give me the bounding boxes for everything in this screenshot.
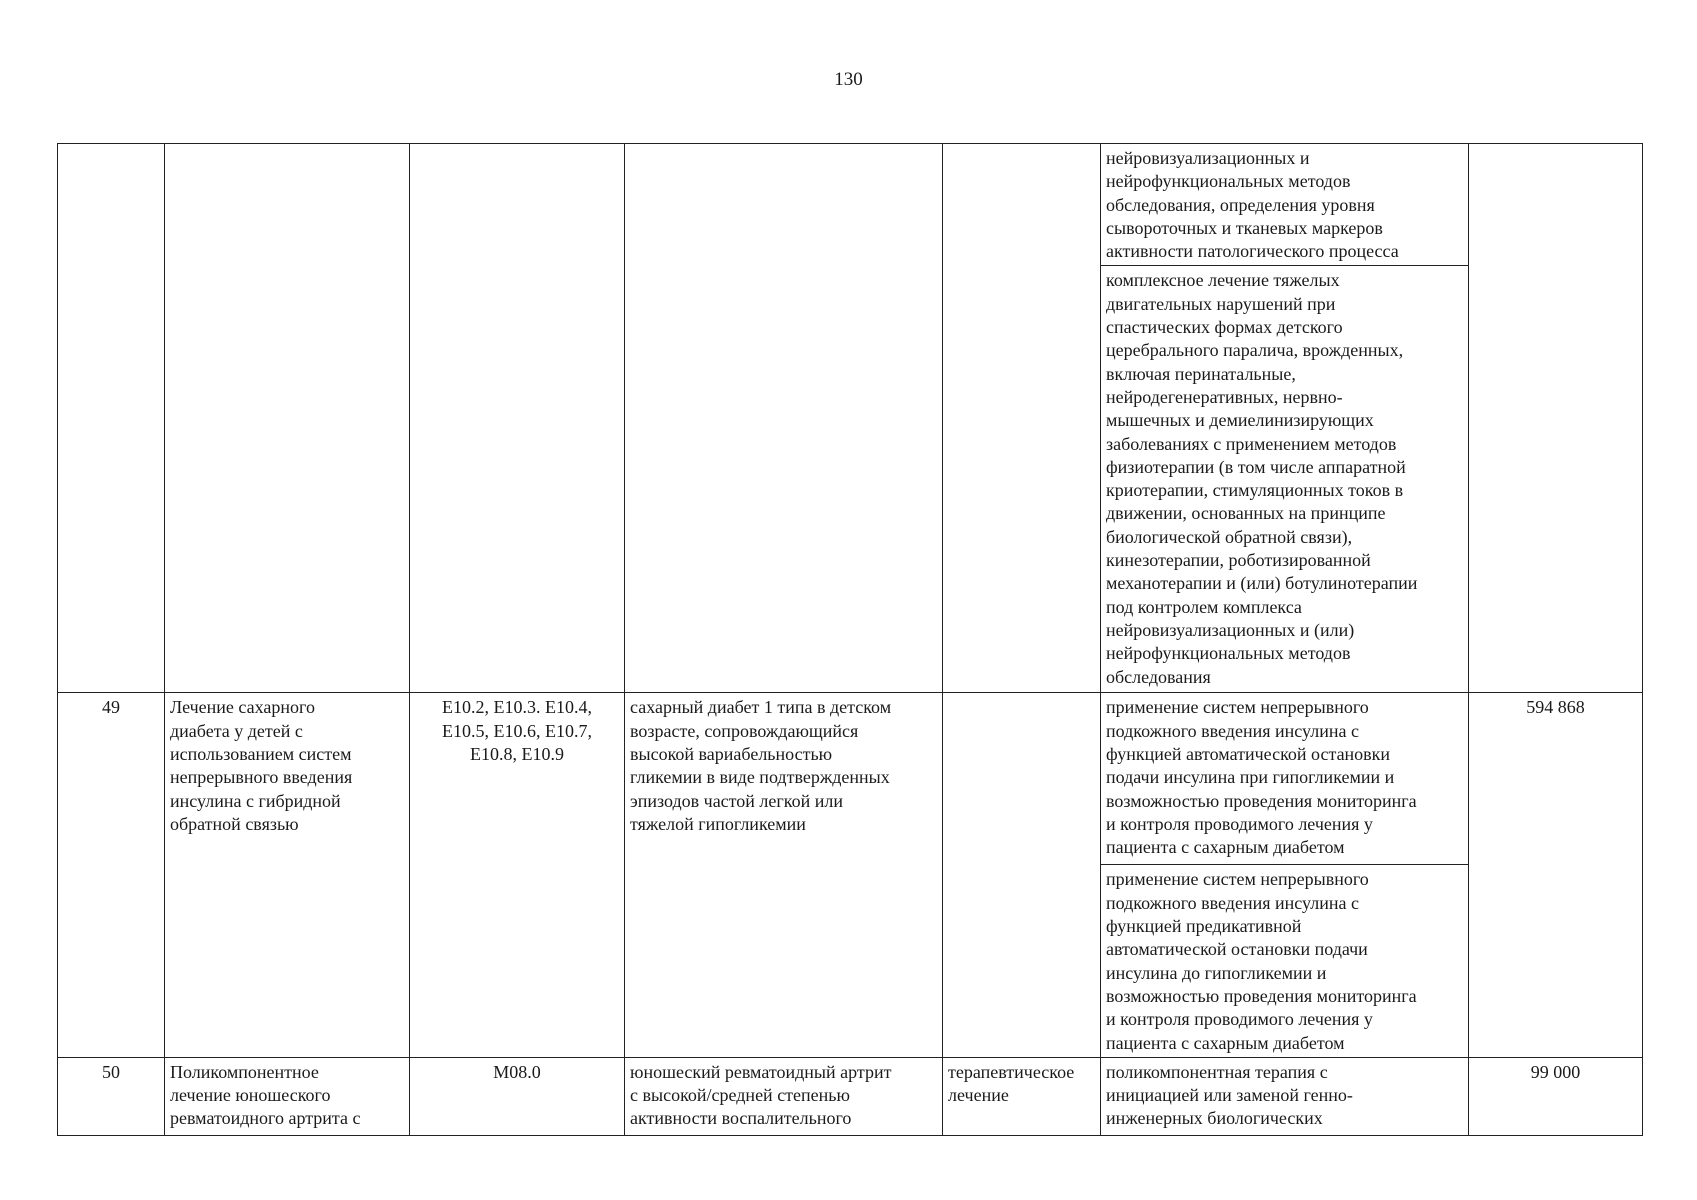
patient-model-cell: юношеский ревматоидный артрит с высокой/средней степенью активности воспалительного bbox=[625, 1057, 943, 1135]
row-number-cell bbox=[58, 144, 165, 693]
cost-cell: 594 868 bbox=[1469, 693, 1643, 1057]
cost-cell: 99 000 bbox=[1469, 1057, 1643, 1135]
care-type-cell bbox=[165, 144, 410, 693]
row-number-cell: 50 bbox=[58, 1057, 165, 1135]
services-table bbox=[57, 143, 1643, 1136]
icd-codes-cell: E10.2, E10.3. E10.4, E10.5, E10.6, E10.7, E10.8, E10.9 bbox=[410, 693, 625, 1057]
treatment-type-cell: терапевтическое лечение bbox=[943, 1057, 1101, 1135]
icd-codes-cell bbox=[410, 144, 625, 693]
treatment-method-cell: применение систем непрерывного подкожного введения инсулина с функцией автоматической остановки подачи инсулина при гипогликемии и возможностью проведения мониторинга и контроля проводимого лечения у пациента с сахарным диабетом bbox=[1101, 693, 1469, 865]
treatment-type-cell bbox=[943, 693, 1101, 1057]
cost-cell bbox=[1469, 144, 1643, 693]
treatment-type-cell bbox=[943, 144, 1101, 693]
table-row bbox=[58, 1057, 1643, 1135]
treatment-method-cell: применение систем непрерывного подкожного введения инсулина с функцией предикативной автоматической остановки подачи инсулина до гипогликемии и возможностью проведения мониторинга и контроля проводимого лечения у пациента с сахарным диабетом bbox=[1101, 865, 1469, 1057]
icd-codes-cell: M08.0 bbox=[410, 1057, 625, 1135]
page-number: 130 bbox=[834, 69, 863, 90]
treatment-method-cell: нейровизуализационных и нейрофункциональных методов обследования, определения уровня сывороточных и тканевых маркеров активности патологического процесса bbox=[1101, 144, 1469, 266]
row-number-cell: 49 bbox=[58, 693, 165, 1057]
table-row bbox=[58, 144, 1643, 266]
table-row bbox=[58, 693, 1643, 865]
care-type-cell: Лечение сахарного диабета у детей с использованием систем непрерывного введения инсулина с гибридной обратной связью bbox=[165, 693, 410, 1057]
treatment-method-cell: поликомпонентная терапия с инициацией или заменой генно- инженерных биологических bbox=[1101, 1057, 1469, 1135]
care-type-cell: Поликомпонентное лечение юношеского ревматоидного артрита с bbox=[165, 1057, 410, 1135]
patient-model-cell: сахарный диабет 1 типа в детском возрасте, сопровождающийся высокой вариабельностью гликемии в виде подтвержденных эпизодов частой легкой или тяжелой гипогликемии bbox=[625, 693, 943, 1057]
patient-model-cell bbox=[625, 144, 943, 693]
treatment-method-cell: комплексное лечение тяжелых двигательных нарушений при спастических формах детского церебрального паралича, врожденных, включая перинатальные, нейродегенеративных, нервно- мышечных и демиелинизирующих заболеваниях с применением методов физиотерапии (в том числе аппаратной криотерапии, стимуляционных токов в движении, основанных на принципе биологической обратной связи), кинезотерапии, роботизированной механотерапии и (или) ботулинотерапии под контролем комплекса нейровизуализационных и (или) нейрофункциональных методов обследования bbox=[1101, 266, 1469, 693]
